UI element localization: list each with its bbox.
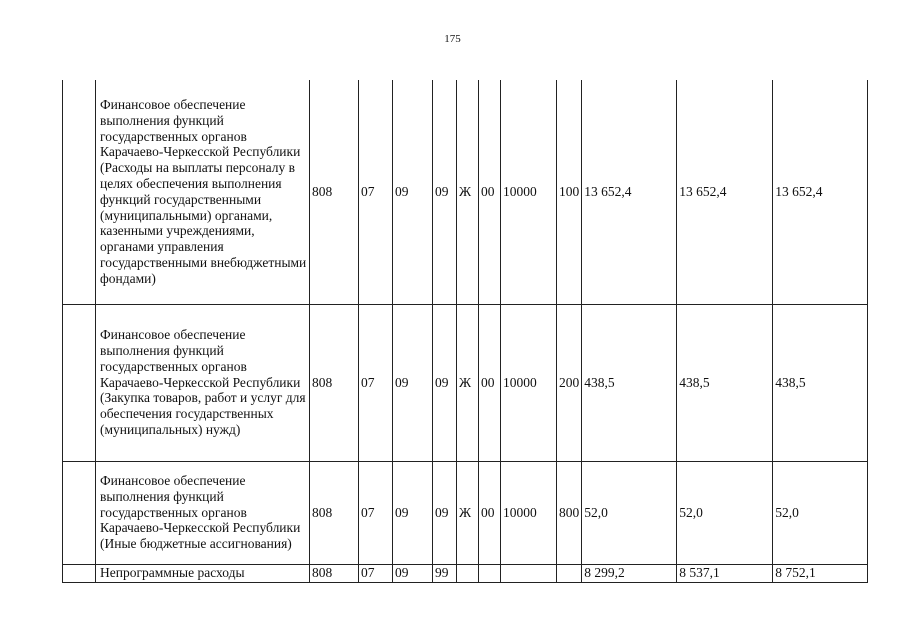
podrazdel-cell: 09 (393, 461, 433, 564)
table-row (63, 304, 868, 461)
sum3-cell: 8 752,1 (773, 564, 868, 582)
razdel-cell: 07 (359, 304, 393, 461)
vedom-cell: 808 (310, 461, 359, 564)
budget-table (62, 80, 868, 583)
meropr-cell: 00 (479, 80, 501, 304)
sum2-cell: 8 537,1 (677, 564, 773, 582)
podrazdel-cell: 09 (393, 564, 433, 582)
subprogram-cell (457, 564, 479, 582)
description-cell: Непрограммные расходы (96, 564, 310, 582)
table-row (63, 564, 868, 582)
row-marker-cell (63, 461, 96, 564)
row-marker-cell (63, 80, 96, 304)
sum1-cell: 13 652,4 (582, 80, 677, 304)
description-cell: Финансовое обеспечение выполнения функций государственных органов Карачаево-Черкесской Республики (Закупка товаров, работ и услуг для обеспечения государственных (муниципальных) нужд) (96, 304, 310, 461)
vr-cell (557, 564, 582, 582)
vr-cell: 800 (557, 461, 582, 564)
meropr-cell: 00 (479, 461, 501, 564)
table-row (63, 80, 868, 304)
direction-cell: 10000 (501, 80, 557, 304)
sum3-cell: 438,5 (773, 304, 868, 461)
vedom-cell: 808 (310, 564, 359, 582)
vr-cell: 200 (557, 304, 582, 461)
direction-cell (501, 564, 557, 582)
program-cell: 09 (433, 461, 457, 564)
sum3-cell: 52,0 (773, 461, 868, 564)
program-cell: 09 (433, 304, 457, 461)
subprogram-cell: Ж (457, 80, 479, 304)
sum1-cell: 438,5 (582, 304, 677, 461)
meropr-cell (479, 564, 501, 582)
razdel-cell: 07 (359, 461, 393, 564)
sum3-cell: 13 652,4 (773, 80, 868, 304)
razdel-cell: 07 (359, 80, 393, 304)
description-cell: Финансовое обеспечение выполнения функций государственных органов Карачаево-Черкесской Республики (Иные бюджетные ассигнования) (96, 461, 310, 564)
podrazdel-cell: 09 (393, 80, 433, 304)
description-cell: Финансовое обеспечение выполнения функций государственных органов Карачаево-Черкесской Республики (Расходы на выплаты персоналу в целях обеспечения выполнения функций государственными (муниципальными) органами, казенными учреждениями, органами управления государственными внебюджетными фондами) (96, 80, 310, 304)
razdel-cell: 07 (359, 564, 393, 582)
subprogram-cell: Ж (457, 461, 479, 564)
subprogram-cell: Ж (457, 304, 479, 461)
table-row (63, 461, 868, 564)
direction-cell: 10000 (501, 461, 557, 564)
vedom-cell: 808 (310, 304, 359, 461)
podrazdel-cell: 09 (393, 304, 433, 461)
sum1-cell: 8 299,2 (582, 564, 677, 582)
sum2-cell: 13 652,4 (677, 80, 773, 304)
page-number: 175 (444, 33, 461, 45)
program-cell: 09 (433, 80, 457, 304)
row-marker-cell (63, 304, 96, 461)
program-cell: 99 (433, 564, 457, 582)
vedom-cell: 808 (310, 80, 359, 304)
vr-cell: 100 (557, 80, 582, 304)
row-marker-cell (63, 564, 96, 582)
direction-cell: 10000 (501, 304, 557, 461)
sum1-cell: 52,0 (582, 461, 677, 564)
sum2-cell: 438,5 (677, 304, 773, 461)
meropr-cell: 00 (479, 304, 501, 461)
sum2-cell: 52,0 (677, 461, 773, 564)
